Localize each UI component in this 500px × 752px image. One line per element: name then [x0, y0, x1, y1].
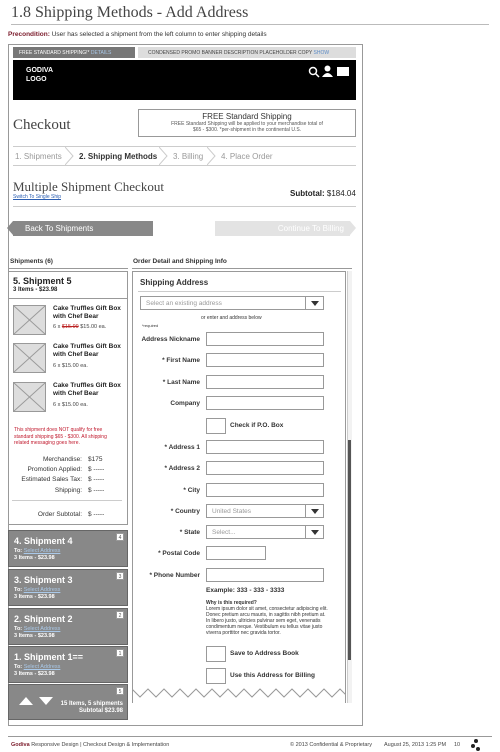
- product-name: Cake Truffles Gift Box with Chef Bear: [53, 343, 121, 358]
- product-qty: 6 x: [53, 324, 61, 330]
- subtotal: [290, 189, 356, 198]
- product-name: Cake Truffles Gift Box with Chef Bear: [53, 382, 121, 397]
- divider: [13, 206, 356, 207]
- divider: [12, 500, 122, 501]
- shipment-card[interactable]: [8, 608, 128, 645]
- select-address-link[interactable]: Select Address: [23, 587, 61, 593]
- company-label: Company: [170, 400, 200, 407]
- back-to-shipments-button[interactable]: Back To Shipments: [13, 221, 153, 236]
- required-note: *required: [142, 323, 159, 328]
- shipment-to: [14, 664, 60, 670]
- shipment-items: 3 Items - $23.98: [13, 287, 58, 293]
- nickname-field[interactable]: [206, 332, 324, 346]
- step-separator-icon: [65, 147, 75, 165]
- phone-example: Example: 333 - 333 - 3333: [206, 587, 285, 594]
- step-separator-icon: [159, 147, 169, 165]
- promo-details-link[interactable]: DETAILS: [90, 50, 112, 56]
- nickname-label: Address Nickname: [141, 336, 200, 343]
- address2-field[interactable]: [206, 461, 324, 475]
- shipment-items: 3 Items - $23.98: [14, 633, 55, 639]
- chevron-down-icon: [305, 526, 323, 538]
- promo-show-link[interactable]: SHOW: [313, 50, 330, 56]
- precondition-text: User has selected a shipment from the left column to enter shipping details: [51, 31, 267, 38]
- order-subtotal-value: $ -----: [88, 511, 105, 518]
- summary-merchandise-label: Merchandise:: [42, 456, 82, 463]
- shipment-badge: 3: [116, 572, 124, 580]
- title-divider: [11, 24, 489, 25]
- free-shipping-box: [138, 109, 356, 137]
- shipment-card[interactable]: [8, 646, 128, 683]
- pager-subtotal: Subtotal $23.98: [78, 708, 123, 714]
- address2-label: * Address 2: [164, 465, 200, 472]
- city-field[interactable]: [206, 483, 324, 497]
- account-icon[interactable]: [322, 65, 333, 77]
- why-text: Lorem ipsum dolor sit amet, consectetur adipiscing elit. Donec pretium arcu mauris, in sagittis nibh pretium at. In libero justo, ultricies pulvinar sem eget, venenatis condimentum neque. Vestibulum eu tellus vitae justo viverra porttitor nec gravida tortor.: [206, 606, 328, 636]
- product-image: [13, 343, 46, 373]
- summary-promotion-label: Promotion Applied:: [27, 466, 82, 473]
- divider: [138, 291, 341, 292]
- footer-page-number: 10: [454, 742, 461, 748]
- shipment-badge: 4: [116, 533, 124, 541]
- step-place-order[interactable]: 4. Place Order: [221, 152, 273, 161]
- shipment-card[interactable]: [8, 530, 128, 567]
- chevron-down-icon: [305, 505, 323, 517]
- product-unit-price: $15.00 ea.: [80, 324, 107, 330]
- step-shipments[interactable]: 1. Shipments: [15, 152, 62, 161]
- arrow-down-icon[interactable]: [39, 697, 53, 705]
- product-qty: 6 x: [53, 363, 61, 369]
- shipment-to-label: To:: [14, 587, 23, 593]
- pager-info: [61, 701, 123, 715]
- phone-field[interactable]: [206, 568, 324, 582]
- logo-line2: LOGO: [26, 76, 47, 83]
- po-box-label: Check if P.O. Box: [230, 422, 284, 429]
- po-box-checkbox[interactable]: [206, 418, 226, 434]
- existing-address-select[interactable]: [140, 296, 324, 310]
- shipment-badge: 2: [116, 611, 124, 619]
- phone-label: * Phone Number: [149, 572, 200, 579]
- bag-icon[interactable]: [337, 67, 349, 76]
- existing-address-placeholder: Select an existing address: [146, 300, 222, 307]
- use-for-billing-checkbox[interactable]: [206, 668, 226, 684]
- subtotal-label: Subtotal:: [290, 189, 325, 198]
- form-scrollbar-thumb[interactable]: [348, 440, 351, 660]
- shipment-title: 5. Shipment 5: [13, 276, 72, 286]
- promo-banner-condensed[interactable]: [138, 47, 356, 58]
- product-price: [53, 324, 106, 330]
- select-address-link[interactable]: Select Address: [23, 664, 61, 670]
- shipping-address-heading: Shipping Address: [140, 278, 209, 287]
- why-title: Why is this required?: [206, 600, 257, 606]
- site-header: [13, 60, 356, 100]
- checkout-steps: [13, 146, 356, 166]
- checkout-title: Checkout: [13, 117, 71, 133]
- order-detail-column-label: Order Detail and Shipping Info: [133, 258, 227, 265]
- select-address-link[interactable]: Select Address: [23, 548, 61, 554]
- country-label: * Country: [170, 508, 200, 515]
- product-name: Cake Truffles Gift Box with Chef Bear: [53, 305, 121, 320]
- search-icon[interactable]: [308, 66, 320, 78]
- multi-shipment-title: Multiple Shipment Checkout: [13, 179, 164, 194]
- product-unit-price: $15.00 ea.: [61, 363, 88, 369]
- shipment-to: [14, 548, 60, 554]
- summary-shipping-value: $ -----: [88, 487, 105, 494]
- footer-desc: Responsive Design | Checkout Design & Implementation: [31, 742, 170, 748]
- arrow-up-icon[interactable]: [19, 697, 33, 705]
- footer-brand: Godiva: [11, 742, 30, 748]
- shipment-title: 4. Shipment 4: [14, 536, 73, 546]
- summary-merchandise-value: $175: [88, 456, 103, 463]
- chevron-down-icon: [305, 297, 323, 309]
- order-subtotal-label: Order Subtotal:: [37, 511, 82, 518]
- postal-code-label: * Postal Code: [158, 550, 200, 557]
- first-name-label: * First Name: [162, 357, 200, 364]
- continue-to-billing-button[interactable]: Continue To Billing: [215, 221, 350, 236]
- footer-date: August 25, 2013 1:25 PM: [384, 742, 447, 748]
- shipment-to-label: To:: [14, 664, 23, 670]
- last-name-label: * Last Name: [162, 379, 200, 386]
- footer-copyright: © 2013 Confidential & Proprietary: [290, 742, 373, 748]
- shipment-title: 3. Shipment 3: [14, 575, 73, 585]
- pager-badge: 5: [116, 687, 124, 695]
- shipment-items: 3 Items - $23.98: [14, 594, 55, 600]
- address1-field[interactable]: [206, 440, 324, 454]
- logo[interactable]: [26, 66, 53, 84]
- shipment-title: 2. Shipment 2: [14, 614, 73, 624]
- shipment-badge: 1: [116, 649, 124, 657]
- city-label: * City: [183, 487, 200, 494]
- shipment-title: 1. Shipment 1==: [14, 652, 84, 662]
- shipment-to-label: To:: [14, 626, 23, 632]
- last-name-field[interactable]: [206, 375, 324, 389]
- promo-condensed-text: CONDENSED PROMO BANNER DESCRIPTION PLACEHOLDER COPY: [148, 50, 313, 56]
- pager-items: 15 Items, 5 shipments: [60, 701, 123, 707]
- use-for-billing-label: Use this Address for Billing: [230, 672, 315, 679]
- footer-left: [11, 742, 169, 748]
- page-title: 1.8 Shipping Methods - Add Address: [11, 4, 249, 21]
- or-text: or enter and address below: [201, 315, 262, 321]
- shipment-items: 3 Items - $23.98: [14, 671, 55, 677]
- state-value: Select...: [212, 529, 236, 536]
- free-shipping-title: FREE Standard Shipping: [202, 112, 292, 121]
- state-label: * State: [179, 529, 200, 536]
- state-select[interactable]: [206, 525, 324, 539]
- precondition: [8, 31, 267, 38]
- promo-shipping-text: FREE STANDARD SHIPPING!*: [19, 50, 90, 56]
- step-billing[interactable]: 3. Billing: [173, 152, 204, 161]
- shipping-message: This shipment does NOT qualify for free standard shipping $65 - $300. All shipping related messaging goes here.: [14, 427, 107, 446]
- subtotal-value: $184.04: [326, 189, 356, 198]
- product-price: [53, 402, 88, 408]
- save-address-checkbox[interactable]: [206, 646, 226, 662]
- country-value: United States: [212, 508, 252, 515]
- product-image: [13, 305, 46, 335]
- step-shipping-methods[interactable]: 2. Shipping Methods: [79, 152, 158, 161]
- logo-mark-icon: [470, 738, 482, 752]
- torn-edge: [132, 687, 346, 703]
- step-separator-icon: [207, 147, 217, 165]
- save-address-label: Save to Address Book: [230, 650, 299, 657]
- shipment-to: [14, 626, 60, 632]
- country-select[interactable]: [206, 504, 324, 518]
- company-field[interactable]: [206, 396, 324, 410]
- address1-label: * Address 1: [164, 444, 200, 451]
- product-unit-price: $15.00 ea.: [61, 402, 88, 408]
- divider: [132, 268, 352, 269]
- summary-promotion-value: $ -----: [88, 466, 105, 473]
- shipment-to: [14, 587, 60, 593]
- divider: [8, 268, 128, 269]
- first-name-field[interactable]: [206, 353, 324, 367]
- promo-banner-shipping[interactable]: [13, 47, 135, 58]
- summary-tax-value: $ -----: [88, 476, 105, 483]
- shipment-card[interactable]: [8, 569, 128, 606]
- product-qty: 6 x: [53, 402, 61, 408]
- postal-code-field[interactable]: [206, 546, 266, 560]
- shipment-card-header: [8, 271, 128, 299]
- product-old-price: $15.99: [61, 324, 79, 330]
- product-image: [13, 382, 46, 412]
- pager-arrows: [17, 695, 57, 707]
- shipment-pager: [8, 684, 128, 720]
- summary-tax-label: Estimated Sales Tax:: [21, 476, 82, 483]
- summary-shipping-label: Shipping:: [54, 487, 82, 494]
- switch-single-ship-link[interactable]: Switch To Single Ship: [13, 194, 61, 200]
- precondition-label: Precondition:: [8, 31, 50, 38]
- shipments-column-label: Shipments (6): [10, 258, 53, 265]
- shipment-items: 3 Items - $23.98: [14, 555, 55, 561]
- shipment-to-label: To:: [14, 548, 23, 554]
- free-shipping-text: FREE Standard Shipping will be applied to your merchandise total of $65 - $300. *per-shipment in the continental U.S.: [171, 121, 323, 133]
- logo-line1: GODIVA: [26, 67, 54, 74]
- footer-divider: [8, 736, 492, 737]
- select-address-link[interactable]: Select Address: [23, 626, 61, 632]
- product-price: [53, 363, 88, 369]
